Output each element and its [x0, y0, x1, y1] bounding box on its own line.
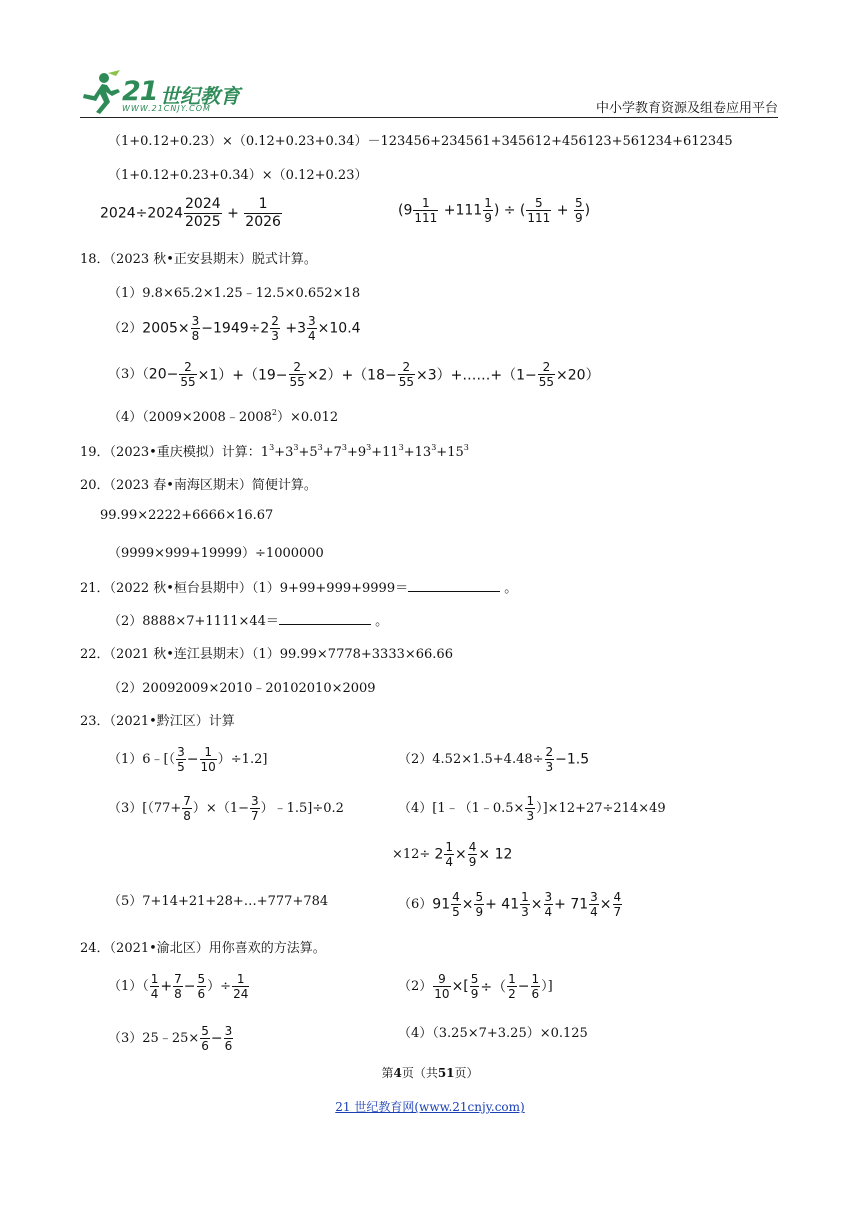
question-18-4-a: （4）（2009×2008﹣2008	[108, 410, 272, 425]
question-23-5: （5）7+14+21+28+…+777+784	[108, 894, 329, 909]
site-link-row	[0, 1098, 860, 1115]
question-21-1: 21．（2022 秋•桓台县期中）（1）9+99+999+9999＝	[80, 581, 409, 596]
logo-number: 21	[122, 76, 158, 107]
site-logo	[80, 68, 250, 116]
runner-logo-icon	[80, 70, 122, 116]
platform-title: 中小学教育资源及组卷应用平台	[595, 101, 778, 116]
page-number: 第4页（共51页）	[381, 1066, 479, 1080]
question-22: 22．（2021 秋•连江县期末）（1）99.99×7778+3333×66.66	[80, 647, 453, 662]
question-19: 19．（2023•重庆模拟）计算：$1^3+3^3+5^3+7^3+9^3+11^3+13^3+15^3$	[80, 443, 469, 460]
question-18-4: $(4)(2009\times 2008﹣2008^2)\times 0.012$	[108, 408, 339, 425]
question-18-1: （1）9.8×65.2×1.25﹣12.5×0.652×18	[108, 286, 361, 301]
expr-line-2: （1+0.12+0.23+0.34）×（0.12+0.23）	[108, 168, 368, 183]
expr-2024-prefix: 2024÷2024	[100, 205, 183, 222]
expr-line-3-right: (9 $\frac{1}{111}$ +111 $\frac{1}{9}$ ) ÷ ( $\frac{5}{111}$ + $\frac{5}{9}$ )	[398, 196, 591, 225]
fraction-2-3: $\frac{2}{3}$	[271, 314, 279, 343]
fraction-3-4: $\frac{3}{4}$	[308, 314, 316, 343]
site-link[interactable]: 21 世纪教育网(www.21cnjy.com)	[335, 1100, 525, 1114]
question-21-2: （2）8888×7+1111×44＝ 。	[108, 614, 389, 629]
logo-name: 世纪教育	[160, 84, 240, 108]
expr-line-3-left: 2024÷2024 $\frac{2024}{2025}$ + $\frac{1}{2026}$	[100, 196, 281, 230]
question-24-3: （3）25﹣25× $\frac{5}{6}$ − $\frac{3}{6}$	[108, 1024, 233, 1053]
question-23-4-cont: ×12÷ 2 $\frac{1}{4}$ × $\frac{4}{9}$ × 12	[392, 840, 513, 869]
answer-blank[interactable]	[408, 579, 500, 592]
question-24-2: （2） $\frac{9}{10}$ ×[ $\frac{5}{9}$ ÷（ $\frac{1}{2}$ − $\frac{1}{6}$ ）]	[398, 972, 553, 1001]
question-24: 24．（2021•渝北区）用你喜欢的方法算。	[80, 941, 326, 956]
question-21: 21．（2022 秋•桓台县期中）（1）9+99+999+9999＝ 。	[80, 581, 518, 596]
logo-url: WWW.21CNJY.COM	[122, 104, 211, 113]
fraction-5-111: $\frac{5}{111}$	[527, 196, 551, 225]
header-divider	[80, 117, 778, 118]
question-24-1: （1）（ $\frac{1}{4}$ + $\frac{7}{8}$ − $\frac{5}{6}$ ）÷ $\frac{1}{24}$	[108, 972, 249, 1001]
question-18-2: （2）2005× $\frac{3}{8}$ −1949÷2 $\frac{2}{3}$ +3 $\frac{3}{4}$ ×10.4	[108, 314, 361, 343]
question-19-label: 19．（2023•重庆模拟）计算：	[80, 445, 261, 460]
answer-blank[interactable]	[279, 612, 371, 625]
expr-line-1: （1+0.12+0.23）×（0.12+0.23+0.34）－123456+234561+345612+456123+561234+612345	[108, 134, 733, 149]
question-23-2: （2）4.52×1.5+4.48÷ $\frac{2}{3}$ −1.5	[398, 745, 590, 774]
question-18-3: （3）（20− $\frac{2}{55}$ ×1）+（19− $\frac{2}{55}$ ×2）+（18− $\frac{2}{55}$ ×3）+……+（1− $\frac{2}{55}$ ×20）	[108, 360, 600, 389]
question-20-2: （9999×999+19999）÷1000000	[108, 546, 324, 561]
question-20: 20．（2023 春•南海区期末）简便计算。	[80, 478, 317, 493]
question-22-2: （2）20092009×2010﹣20102010×2009	[108, 681, 376, 696]
fraction-1-2026: $\frac{1}{2026}$	[245, 196, 281, 230]
fraction-1-9: $\frac{1}{9}$	[484, 196, 492, 225]
question-23-1: （1）6﹣[（ $\frac{3}{5}$ − $\frac{1}{10}$ ）÷1.2]	[108, 745, 268, 774]
question-18: 18．（2023 秋•正安县期末）脱式计算。	[80, 252, 317, 267]
question-20-1: 99.99×2222+6666×16.67	[100, 508, 274, 523]
question-23: 23．（2021•黔江区）计算	[80, 714, 235, 729]
question-18-4-b: ）×0.012	[277, 410, 339, 425]
fraction-3-8: $\frac{3}{8}$	[191, 314, 200, 343]
question-23-3: （3）[（77+ $\frac{7}{8}$ ）×（1− $\frac{3}{7}$ ）﹣1.5]÷0.2	[108, 794, 344, 823]
question-23-6: （6）91 $\frac{4}{5}$ × $\frac{5}{9}$ + 41 $\frac{1}{3}$ × $\frac{3}{4}$ + 71 $\frac{3}{4}$ × $\frac{4}{7}$	[398, 890, 622, 919]
fraction-5-9: $\frac{5}{9}$	[574, 196, 583, 225]
fraction-2024-2025: $\frac{2024}{2025}$	[185, 196, 221, 230]
question-23-4: （4）[1﹣（1﹣0.5× $\frac{1}{3}$ ）]×12+27÷214×49	[398, 794, 666, 823]
question-24-4: （4）（3.25×7+3.25）×0.125	[398, 1026, 588, 1041]
fraction-1-111: $\frac{1}{111}$	[414, 196, 438, 225]
